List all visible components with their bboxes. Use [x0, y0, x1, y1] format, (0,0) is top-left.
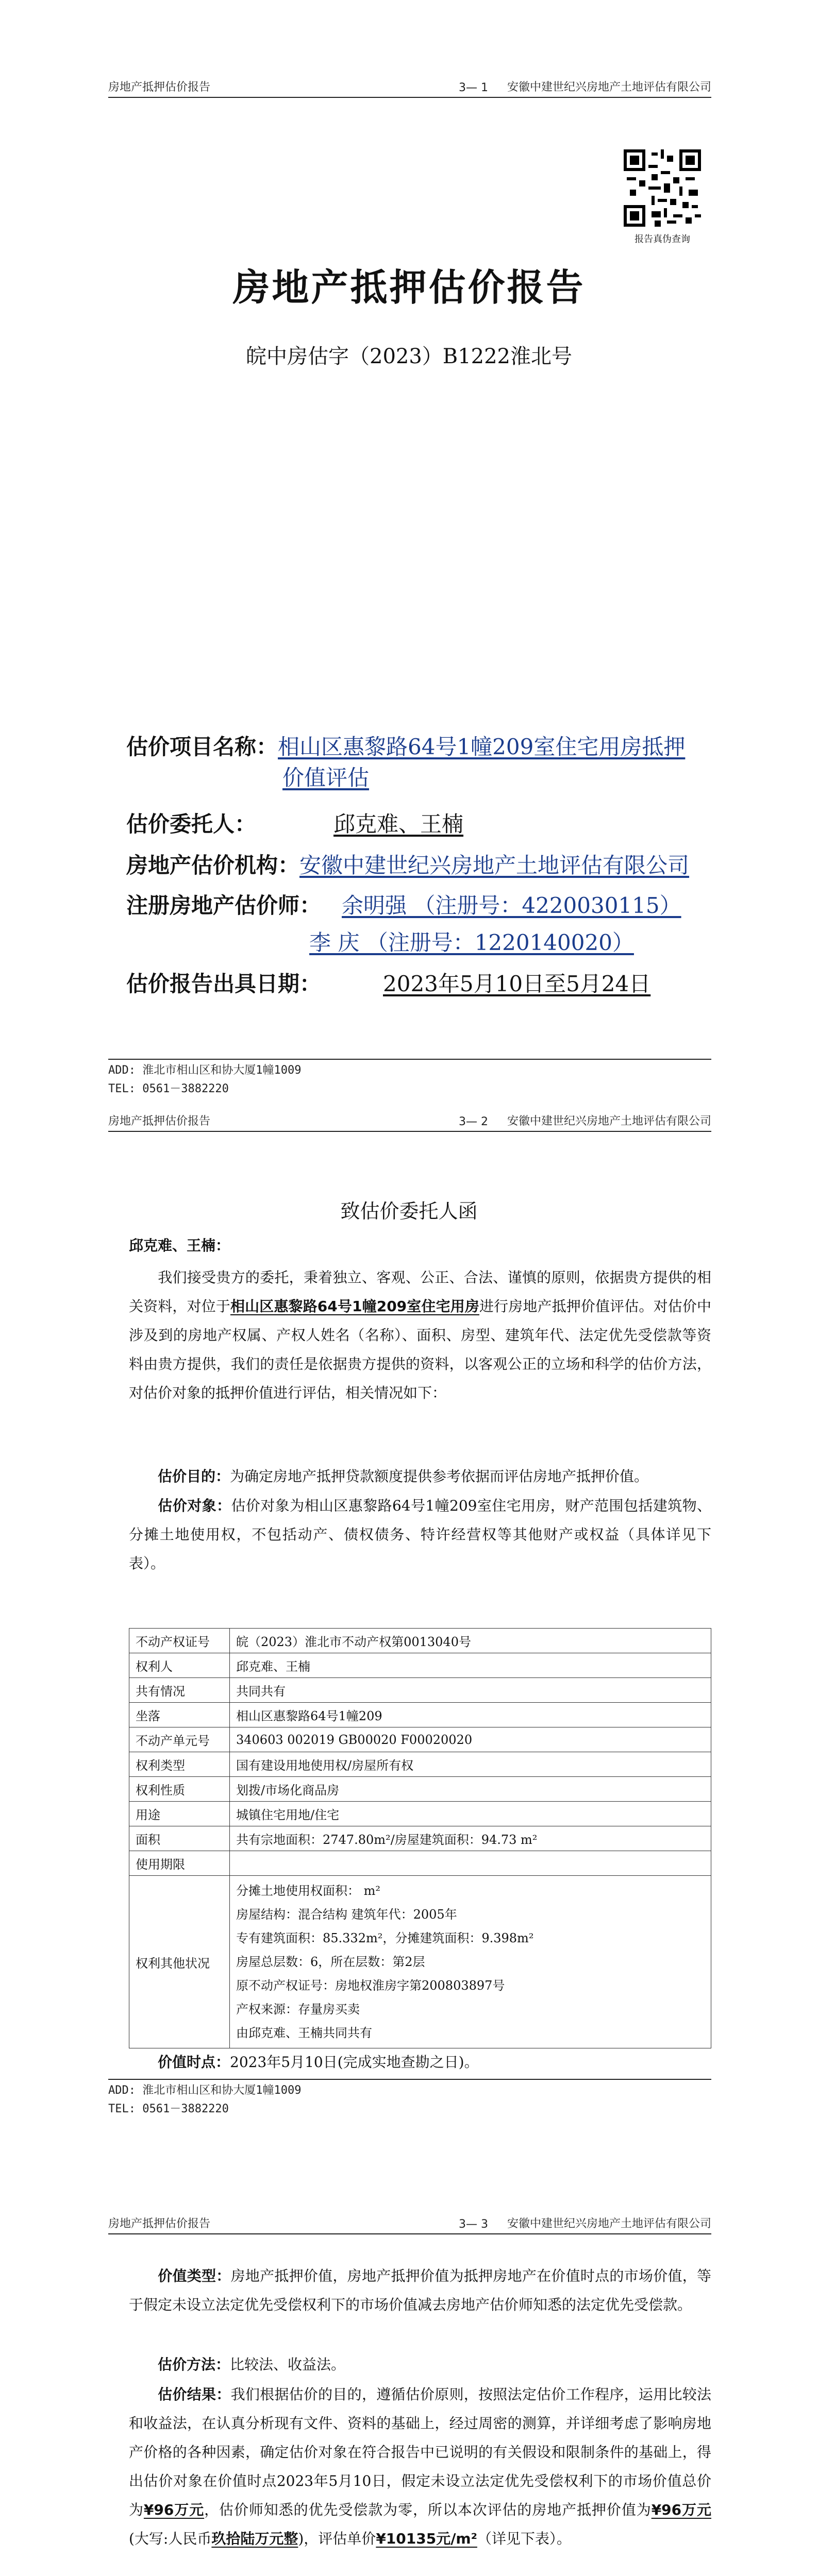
header-divider [108, 97, 711, 98]
method-value: 比较法、收益法。 [230, 2356, 346, 2373]
value-type [129, 2262, 711, 2319]
method [129, 2350, 711, 2379]
value-time-value: 2023年5月10日(完成实地查勘之日)。 [230, 2054, 479, 2071]
table-row [129, 1727, 711, 1752]
property-value: 划拨/市场化商品房 [230, 1777, 711, 1802]
property-value: 共有宗地面积：2747.80m²/房屋建筑面积：94.73 m² [230, 1826, 711, 1851]
appraiser-row [126, 890, 681, 921]
header-company: 安徽中建世纪兴房地产土地评估有限公司 [507, 1115, 711, 1128]
other-rights-line: 由邱克难、王楠共同共有 [236, 2026, 372, 2040]
result-label: 估价结果： [158, 2386, 231, 2403]
property-key: 不动产权证号 [129, 1629, 230, 1653]
property-value: 国有建设用地使用权/房屋所有权 [230, 1752, 711, 1777]
report-doc-number: 皖中房估字（2023）B1222淮北号 [246, 345, 572, 368]
intro-part-2: 进行房地产抵押价值评估。对估价中涉及到的房地产权属、产权人姓名（名称）、面积、房型、建筑年代、法定优先受偿款等资料由贵方提供，我们的责任是依据贵方提供的资料，以客观公正的立场和科学的估价方法，对估价对象的抵押价值进行评估，相关情况如下： [129, 1298, 711, 1401]
client-value: 邱克难、王楠 [333, 811, 464, 837]
property-key: 使用期限 [129, 1851, 230, 1876]
other-rights-list [230, 1876, 711, 2048]
property-value: 相山区惠黎路64号1幢209 [230, 1703, 711, 1727]
letter-value-time [129, 2048, 711, 2077]
result [129, 2380, 711, 2553]
header-page-no: 3— 1 [459, 81, 488, 94]
property-key: 权利人 [129, 1653, 230, 1678]
letter-purpose [129, 1462, 711, 1491]
project-name-row [126, 732, 685, 762]
result-text-3: (大写:人民币 [129, 2530, 212, 2547]
property-table [129, 1628, 711, 2048]
page-3 [0, 2215, 818, 2576]
result-text-2: ，估价师知悉的优先受偿款为零，所以本次评估的房地产抵押价值为 [204, 2501, 652, 2518]
intro-address: 相山区惠黎路64号1幢209室住宅用房 [230, 1298, 479, 1315]
page-2 [0, 1113, 818, 2215]
table-row [129, 1851, 711, 1876]
unit-price: ¥10135元/m² [376, 2530, 477, 2547]
property-key: 用途 [129, 1802, 230, 1826]
table-row [129, 1826, 711, 1851]
property-key: 不动产单元号 [129, 1727, 230, 1752]
property-key: 共有情况 [129, 1678, 230, 1703]
market-value-total: ¥96万元 [143, 2501, 205, 2518]
table-row [129, 1752, 711, 1777]
org-label: 房地产估价机构： [126, 853, 300, 878]
page-header [108, 80, 711, 96]
result-text-5: （详见下表）。 [477, 2530, 571, 2547]
page-header [108, 2216, 711, 2233]
table-row [129, 1703, 711, 1727]
header-divider [108, 1131, 711, 1132]
header-left: 房地产抵押估价报告 [108, 2217, 211, 2230]
property-value: 340603 002019 GB00020 F00020020 [230, 1727, 711, 1752]
other-rights-line: 原不动产权证号：房地权淮房字第200803897号 [236, 1978, 505, 1993]
object-label: 估价对象： [158, 1497, 231, 1514]
property-key: 权利其他状况 [129, 1876, 230, 2048]
header-company: 安徽中建世纪兴房地产土地评估有限公司 [507, 2217, 711, 2230]
date-row [126, 969, 650, 999]
table-row [129, 1802, 711, 1826]
property-value: 皖（2023）淮北市不动产权第0013040号 [230, 1629, 711, 1653]
other-rights-line: 产权来源：存量房买卖 [236, 2002, 360, 2016]
letter-title: 致估价委托人函 [340, 1200, 478, 1223]
header-divider [108, 2233, 711, 2234]
org-value: 安徽中建世纪兴房地产土地评估有限公司 [299, 853, 690, 878]
qr-code-icon[interactable] [624, 149, 701, 227]
intro-part-1: 我们接受贵方的委托，秉着独立、客观、公正、合法、谨慎的原则，依据贵方提供的相关资料，对位于 [129, 1269, 711, 1315]
header-page-no: 3— 2 [459, 1115, 488, 1128]
letter-salutation: 邱克难、王楠： [129, 1237, 230, 1254]
appraiser-2: 李 庆 （注册号：1220140020） [309, 930, 634, 955]
project-value-2: 价值评估 [282, 765, 370, 790]
property-value: 邱克难、王楠 [230, 1653, 711, 1678]
footer-divider [108, 2079, 711, 2080]
appraiser-1: 余明强 （注册号：4220030115） [342, 893, 681, 918]
report-title: 房地产抵押估价报告 [232, 266, 586, 309]
property-value [230, 1851, 711, 1876]
qr-caption: 报告真伪查询 [635, 234, 690, 245]
letter-intro [129, 1263, 711, 1408]
value-type-value: 房地产抵押价值，房地产抵押价值为抵押房地产在价值时点的市场价值，等于假定未设立法定优先受偿权利下的市场价值减去房地产估价师知悉的法定优先受偿款。 [129, 2267, 711, 2313]
object-value: 估价对象为相山区惠黎路64号1幢209室住宅用房，财产范围包括建筑物、分摊土地使用权，不包括动产、债权债务、特许经营权等其他财产或权益（具体详见下表）。 [129, 1497, 711, 1572]
header-left: 房地产抵押估价报告 [108, 81, 211, 94]
client-label: 估价委托人： [126, 811, 257, 837]
page-header [108, 1114, 711, 1130]
page-footer [108, 1061, 711, 1098]
footer-tel: TEL: 0561－3882220 [108, 1082, 229, 1095]
other-rights-line: 分摊土地使用权面积： m² [236, 1884, 381, 1898]
appraiser-label: 注册房地产估价师： [126, 893, 322, 918]
property-key: 权利类型 [129, 1752, 230, 1777]
table-row [129, 1876, 711, 2048]
page-1 [0, 0, 818, 1113]
purpose-label: 估价目的： [158, 1468, 230, 1485]
footer-address: ADD: 淮北市相山区和协大厦1幢1009 [108, 2084, 302, 2097]
page-footer [108, 2081, 711, 2119]
other-rights-line: 房屋结构：混合结构 建筑年代：2005年 [236, 1907, 457, 1922]
mortgage-value-total: ¥96万元 [651, 2501, 711, 2518]
footer-address: ADD: 淮北市相山区和协大厦1幢1009 [108, 1064, 302, 1077]
result-text-1: 我们根据估价的目的，遵循估价原则，按照法定估价工作程序，运用比较法和收益法，在认真分析现有文件、资料的基础上，经过周密的测算，并详细考虑了影响房地产价格的各种因素，确定估价对象在符合报告中已说明的有关假设和限制条件的基础上，得出估价对象在价值时点2023年5月10日，假定未设立法定优先受偿权利下的市场价值总价为 [129, 2386, 711, 2518]
value-time-label: 价值时点： [158, 2054, 230, 2071]
property-key: 权利性质 [129, 1777, 230, 1802]
header-page-no: 3— 3 [459, 2218, 488, 2231]
header-company: 安徽中建世纪兴房地产土地评估有限公司 [507, 81, 711, 94]
table-row [129, 1678, 711, 1703]
client-row [126, 809, 525, 840]
property-value: 城镇住宅用地/住宅 [230, 1802, 711, 1826]
project-label: 估价项目名称： [126, 734, 278, 759]
value-type-label: 价值类型： [158, 2267, 231, 2284]
date-value: 2023年5月10日至5月24日 [383, 971, 651, 996]
method-label: 估价方法： [158, 2356, 230, 2373]
date-label: 估价报告出具日期： [126, 971, 322, 996]
appraiser-row2 [309, 927, 634, 958]
purpose-value: 为确定房地产抵押贷款额度提供参考依据而评估房地产抵押价值。 [230, 1468, 649, 1485]
table-row [129, 1653, 711, 1678]
footer-tel: TEL: 0561－3882220 [108, 2103, 229, 2115]
letter-object [129, 1492, 711, 1578]
property-key: 面积 [129, 1826, 230, 1851]
mortgage-value-cn: 玖拾陆万元整 [211, 2530, 298, 2547]
table-row [129, 1629, 711, 1653]
project-value: 相山区惠黎路64号1幢209室住宅用房抵押 [278, 734, 686, 759]
project-name-row2 [282, 762, 369, 793]
header-left: 房地产抵押估价报告 [108, 1115, 211, 1128]
property-key: 坐落 [129, 1703, 230, 1727]
property-value: 共同共有 [230, 1678, 711, 1703]
other-rights-line: 房屋总层数：6，所在层数：第2层 [236, 1955, 425, 1969]
org-row [126, 850, 689, 881]
table-row [129, 1777, 711, 1802]
footer-divider [108, 1059, 711, 1060]
other-rights-line: 专有建筑面积：85.332m²，分摊建筑面积：9.398m² [236, 1931, 534, 1945]
result-text-4: )，评估单价 [298, 2530, 376, 2547]
